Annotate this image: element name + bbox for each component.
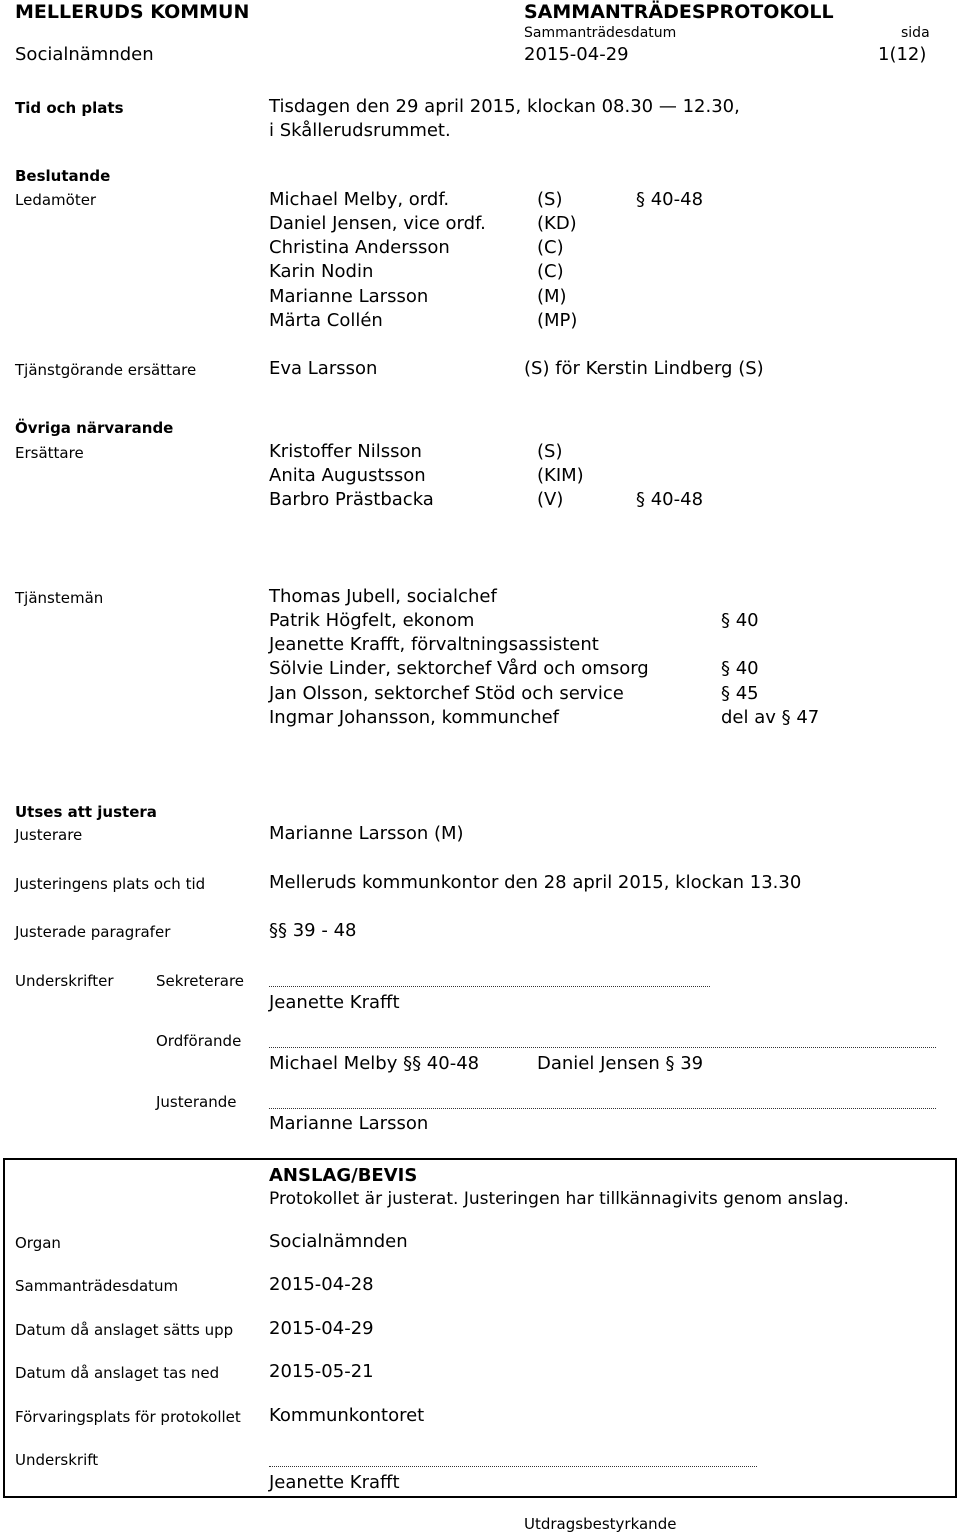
substitute-name: Eva Larsson: [269, 358, 378, 379]
member-name: Christina Andersson: [269, 237, 450, 258]
footer-text: Utdragsbestyrkande: [524, 1515, 677, 1533]
notice-row-label: Datum då anslaget tas ned: [15, 1364, 220, 1382]
official-name: Thomas Jubell, socialchef: [269, 586, 497, 607]
notice-signature-line: [269, 1466, 757, 1467]
notice-row-value: 2015-05-21: [269, 1361, 374, 1382]
member-name: Michael Melby, ordf.: [269, 189, 450, 210]
notice-signature-name: Jeanette Krafft: [269, 1472, 400, 1493]
member-name: Karin Nodin: [269, 261, 374, 282]
chair-name-1: Michael Melby §§ 40-48: [269, 1053, 480, 1074]
chair-label: Ordförande: [156, 1032, 242, 1050]
member-party: (C): [537, 261, 564, 282]
adjustment-heading: Utses att justera: [15, 803, 157, 821]
officials-label: Tjänstemän: [15, 589, 104, 607]
notice-signature-label: Underskrift: [15, 1451, 99, 1469]
official-name: Sölvie Linder, sektorchef Vård och omsorg: [269, 658, 649, 679]
adjuster-label: Justerare: [15, 826, 83, 844]
document-type: SAMMANTRÄDESPROTOKOLL: [524, 1, 834, 23]
place-time-label: Justeringens plats och tid: [15, 875, 206, 893]
time-place-line-2: i Skållerudsrummet.: [269, 120, 451, 141]
paragraphs-value: §§ 39 - 48: [269, 920, 357, 941]
official-name: Jeanette Krafft, förvaltningsassistent: [269, 634, 599, 655]
member-party: (C): [537, 237, 564, 258]
official-note: § 40: [721, 658, 759, 679]
paragraphs-label: Justerade paragrafer: [15, 923, 171, 941]
notice-row-value: Socialnämnden: [269, 1231, 408, 1252]
municipality-name: MELLERUDS KOMMUN: [15, 1, 250, 23]
notice-subtitle: Protokollet är justerat. Justeringen har tillkännagivits genom anslag.: [269, 1189, 849, 1209]
adjuster-name: Marianne Larsson (M): [269, 823, 464, 844]
substitute-label: Tjänstgörande ersättare: [15, 361, 197, 379]
substitute-for: (S) för Kerstin Lindberg (S): [524, 358, 764, 379]
decision-makers-heading: Beslutande: [15, 167, 111, 185]
deputy-name: Kristoffer Nilsson: [269, 441, 422, 462]
official-name: Jan Olsson, sektorchef Stöd och service: [269, 683, 624, 704]
official-note: del av § 47: [721, 707, 820, 728]
member-name: Marianne Larsson: [269, 286, 429, 307]
official-note: § 40: [721, 610, 759, 631]
official-note: § 45: [721, 683, 759, 704]
deputy-note: § 40-48: [636, 489, 704, 510]
notice-row-label: Organ: [15, 1234, 61, 1252]
signatures-label: Underskrifter: [15, 972, 114, 990]
notice-title: ANSLAG/BEVIS: [269, 1165, 418, 1186]
notice-row-value: Kommunkontoret: [269, 1405, 425, 1426]
date-label: Sammanträdesdatum: [524, 25, 677, 41]
time-place-label: Tid och plats: [15, 99, 124, 117]
page-number: 1(12): [878, 44, 927, 65]
page-label: sida: [901, 25, 930, 41]
committee-name: Socialnämnden: [15, 44, 154, 65]
chair-signature-line: [269, 1047, 936, 1048]
official-name: Ingmar Johansson, kommunchef: [269, 707, 560, 728]
chair-name-2: Daniel Jensen § 39: [537, 1053, 704, 1074]
deputy-party: (S): [537, 441, 563, 462]
time-place-line-1: Tisdagen den 29 april 2015, klockan 08.30 — 12.30,: [269, 96, 740, 117]
member-name: Märta Collén: [269, 310, 383, 331]
notice-row-label: Sammanträdesdatum: [15, 1277, 179, 1295]
deputies-label: Ersättare: [15, 444, 84, 462]
secretary-label: Sekreterare: [156, 972, 245, 990]
member-party: (S): [537, 189, 563, 210]
adjusting-signature-line: [269, 1108, 936, 1109]
member-name: Daniel Jensen, vice ordf.: [269, 213, 486, 234]
notice-row-value: 2015-04-28: [269, 1274, 374, 1295]
notice-row-label: Förvaringsplats för protokollet: [15, 1408, 241, 1426]
others-heading: Övriga närvarande: [15, 419, 174, 437]
secretary-name: Jeanette Krafft: [269, 992, 400, 1013]
member-party: (KD): [537, 213, 577, 234]
member-party: (M): [537, 286, 567, 307]
place-time-value: Melleruds kommunkontor den 28 april 2015, klockan 13.30: [269, 872, 802, 893]
member-note: § 40-48: [636, 189, 704, 210]
official-name: Patrik Högfelt, ekonom: [269, 610, 475, 631]
members-label: Ledamöter: [15, 191, 97, 209]
deputy-name: Barbro Prästbacka: [269, 489, 434, 510]
deputy-party: (KIM): [537, 465, 584, 486]
member-party: (MP): [537, 310, 578, 331]
meeting-date: 2015-04-29: [524, 44, 629, 65]
notice-row-label: Datum då anslaget sätts upp: [15, 1321, 234, 1339]
deputy-party: (V): [537, 489, 564, 510]
secretary-signature-line: [269, 986, 710, 987]
adjusting-label: Justerande: [156, 1093, 237, 1111]
notice-row-value: 2015-04-29: [269, 1318, 374, 1339]
deputy-name: Anita Augustsson: [269, 465, 426, 486]
adjusting-name: Marianne Larsson: [269, 1113, 429, 1134]
